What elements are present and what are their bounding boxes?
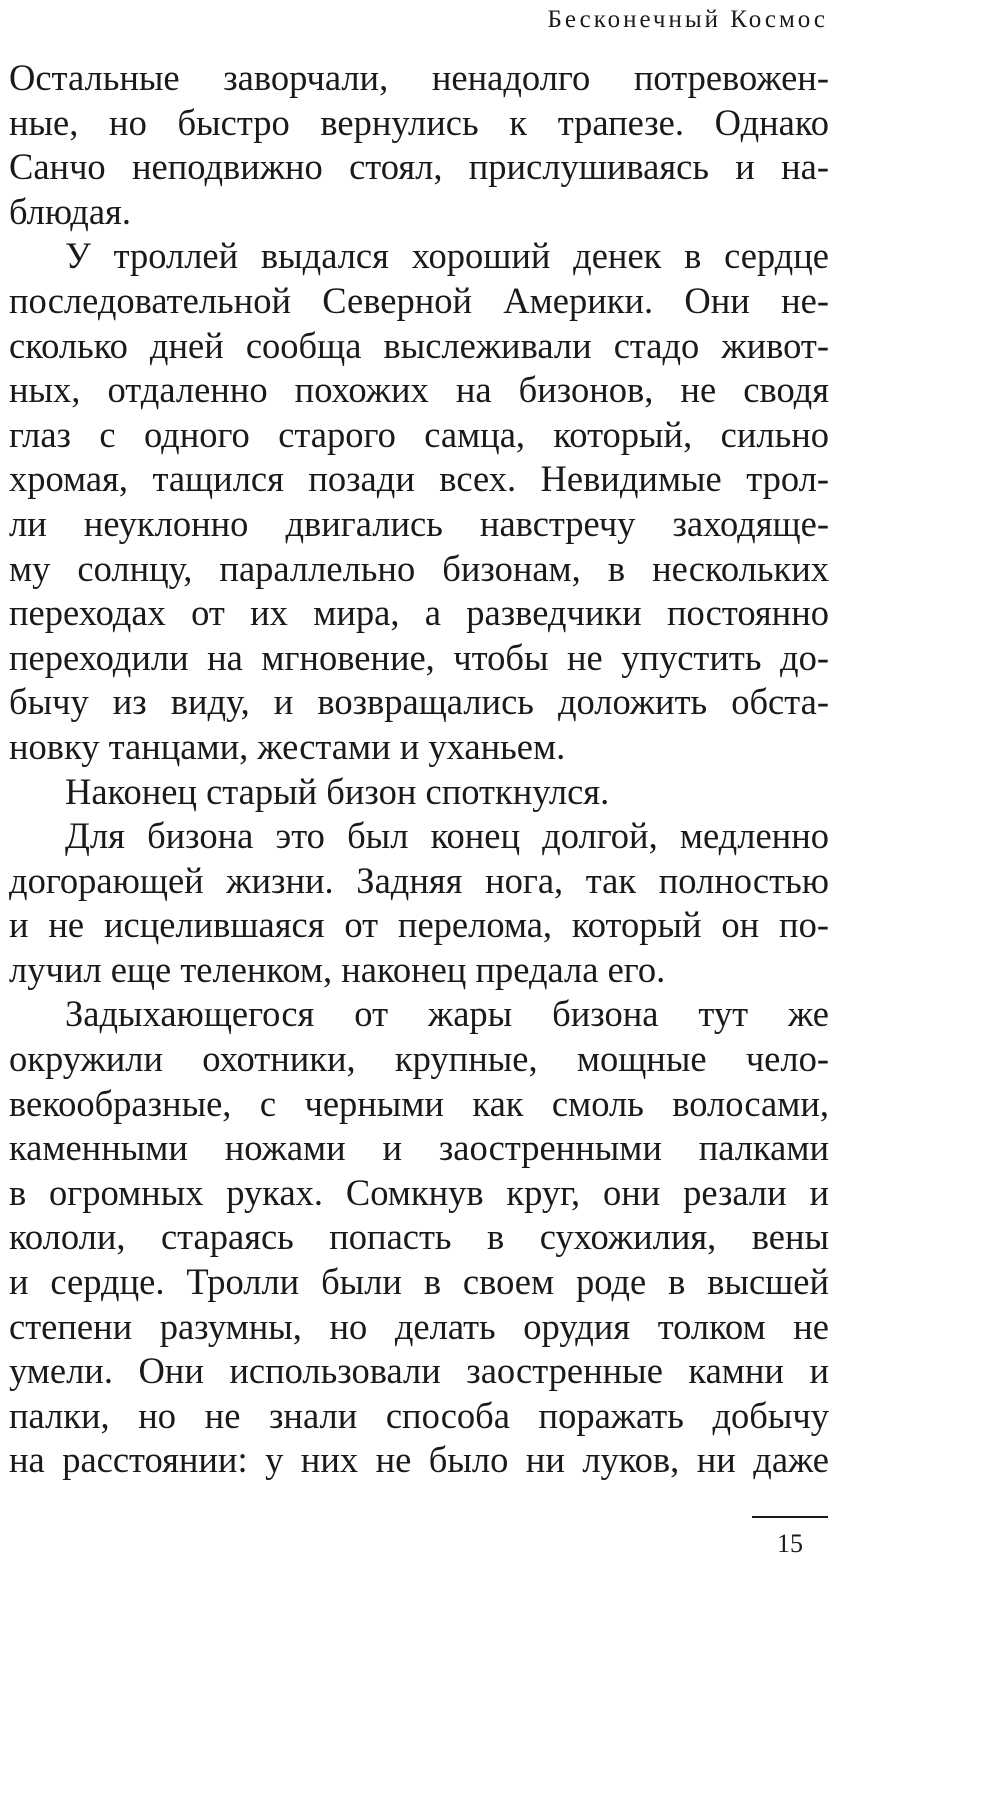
text-line: блюдая. (9, 190, 131, 232)
text-line: лучил еще теленком, наконец предала его. (9, 948, 666, 990)
text-line: в огромных руках. Сомкнув круг, они резали и (9, 1171, 829, 1213)
text-line: каменными ножами и заостренными палками (9, 1127, 829, 1169)
paragraph (9, 234, 829, 769)
running-head: Бесконечный Космос (547, 6, 828, 33)
text-line: Остальные заворчали, ненадолго потревожен- (9, 57, 829, 98)
text-line: переходах от их мира, а разведчики постоянно (9, 592, 829, 634)
text-line: Для бизона это был конец долгой, медленно (65, 815, 829, 857)
text-line: сколько дней сообща выслеживали стадо живот- (9, 324, 829, 366)
text-line: последовательной Северной Америки. Они не- (9, 279, 829, 321)
text-line: переходили на мгновение, чтобы не упустить до- (9, 636, 829, 678)
text-line: векообразные, с черными как смоль волосами, (9, 1082, 829, 1124)
text-line: бычу из виду, и возвращались доложить обста- (9, 681, 829, 723)
text-line: Санчо неподвижно стоял, прислушиваясь и на- (9, 146, 829, 188)
text-line: догорающей жизни. Задняя нога, так полностью (9, 859, 829, 901)
paragraph (9, 56, 829, 234)
text-line: кололи, стараясь попасть в сухожилия, вены (9, 1216, 829, 1258)
text-line: на расстоянии: у них не было ни луков, ни даже (9, 1439, 829, 1481)
page-number: 15 (777, 1529, 803, 1558)
text-line: Наконец старый бизон споткнулся. (65, 770, 610, 812)
text-line: ных, отдаленно похожих на бизонов, не сводя (9, 369, 829, 411)
text-line: глаз с одного старого самца, который, сильно (9, 413, 829, 455)
paragraph (9, 814, 829, 992)
footer-rule (752, 1516, 828, 1518)
text-line: У троллей выдался хороший денек в сердце (65, 235, 829, 277)
text-line: Задыхающегося от жары бизона тут же (65, 993, 829, 1035)
body-text (9, 56, 829, 1483)
text-line: новку танцами, жестами и уханьем. (9, 725, 566, 767)
text-line: палки, но не знали способа поражать добычу (9, 1394, 829, 1436)
text-line: хромая, тащился позади всех. Невидимые трол- (9, 458, 829, 500)
text-line: му солнцу, параллельно бизонам, в нескольких (9, 547, 829, 589)
text-line: окружили охотники, крупные, мощные чело- (9, 1038, 829, 1080)
text-line: и не исцелившаяся от перелома, который он по- (9, 904, 829, 946)
text-line: ные, но быстро вернулись к трапезе. Однако (9, 101, 829, 143)
paragraph (9, 992, 829, 1483)
text-line: степени разумны, но делать орудия толком не (9, 1305, 829, 1347)
text-line: ли неуклонно двигались навстречу заходяще- (9, 502, 829, 544)
text-line: умели. Они использовали заостренные камни и (9, 1350, 829, 1392)
paragraph (9, 770, 829, 815)
text-line: и сердце. Тролли были в своем роде в высшей (9, 1261, 829, 1303)
